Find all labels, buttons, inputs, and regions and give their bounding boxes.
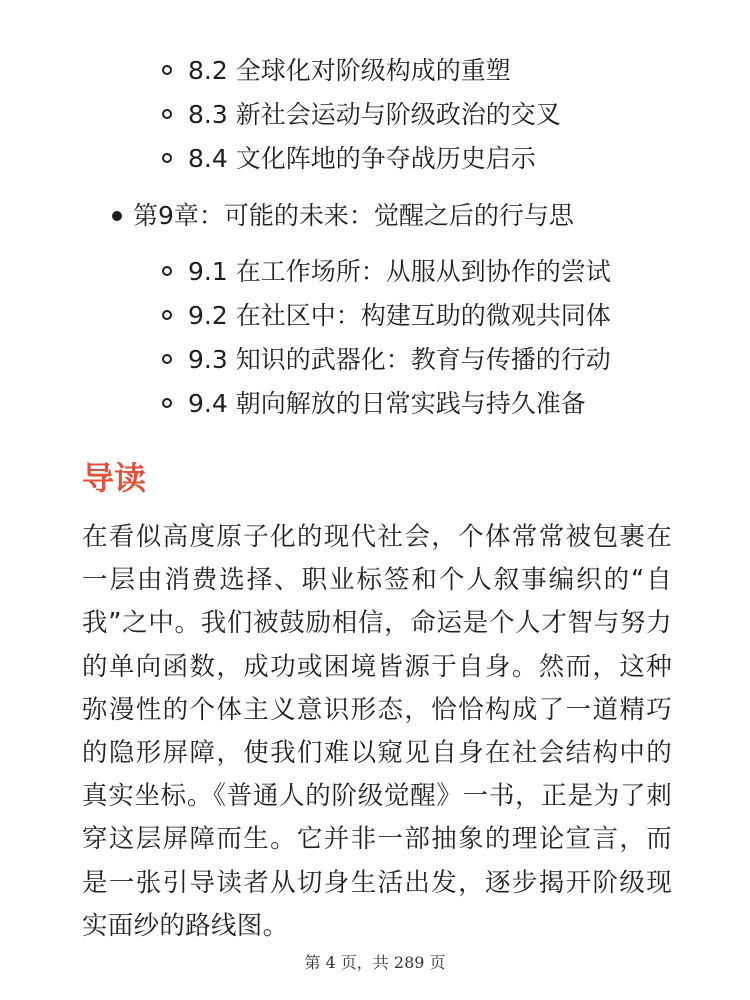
toc-section-8-list bbox=[0, 49, 561, 181]
page-indicator: 第 4 页，共 289 页 bbox=[304, 953, 446, 972]
hollow-bullet-icon bbox=[162, 153, 172, 163]
toc-item-9-2 bbox=[0, 294, 611, 338]
toc-item-label: 9.1 在工作场所：从服从到协作的尝试 bbox=[188, 257, 611, 286]
toc-item-label: 8.3 新社会运动与阶级政治的交叉 bbox=[188, 100, 561, 129]
hollow-bullet-icon bbox=[162, 398, 172, 408]
toc-item-9-1 bbox=[0, 250, 611, 294]
toc-chapter-9 bbox=[0, 193, 574, 239]
toc-item-9-3 bbox=[0, 338, 611, 382]
toc-section-9-list bbox=[0, 250, 611, 426]
filled-bullet-icon bbox=[112, 211, 122, 221]
intro-paragraph: 在看似高度原子化的现代社会，个体常常被包裹在一层由消费选择、职业标签和个人叙事编织的“自我”之中。我们被鼓励相信，命运是个人才智与努力的单向函数，成功或困境皆源于自身。然而，这种弥漫性的个体主义意识形态，恰恰构成了一道精巧的隐形屏障，使我们难以窥见自身在社会结构中的真实坐标。《普通人的阶级觉醒》一书，正是为了刺穿这层屏障而生。它并非一部抽象的理论宣言，而是一张引导读者从切身生活出发，逐步揭开阶级现实面纱的路线图。 bbox=[82, 522, 672, 941]
toc-item-8-4 bbox=[0, 137, 561, 181]
toc-item-label: 9.3 知识的武器化：教育与传播的行动 bbox=[188, 345, 611, 374]
toc-item-9-4 bbox=[0, 382, 611, 426]
toc-item-label: 9.2 在社区中：构建互助的微观共同体 bbox=[188, 301, 611, 330]
toc-item-label: 8.4 文化阵地的争夺战历史启示 bbox=[188, 144, 536, 173]
hollow-bullet-icon bbox=[162, 310, 172, 320]
hollow-bullet-icon bbox=[162, 354, 172, 364]
toc-chapter-label: 第9章：可能的未来：觉醒之后的行与思 bbox=[133, 201, 574, 230]
toc-item-label: 8.2 全球化对阶级构成的重塑 bbox=[188, 56, 511, 85]
hollow-bullet-icon bbox=[162, 109, 172, 119]
hollow-bullet-icon bbox=[162, 266, 172, 276]
toc-item-8-2 bbox=[0, 49, 561, 93]
toc-item-8-3 bbox=[0, 93, 561, 137]
hollow-bullet-icon bbox=[162, 65, 172, 75]
intro-heading: 导读 bbox=[82, 459, 147, 497]
toc-item-label: 9.4 朝向解放的日常实践与持久准备 bbox=[188, 389, 586, 418]
